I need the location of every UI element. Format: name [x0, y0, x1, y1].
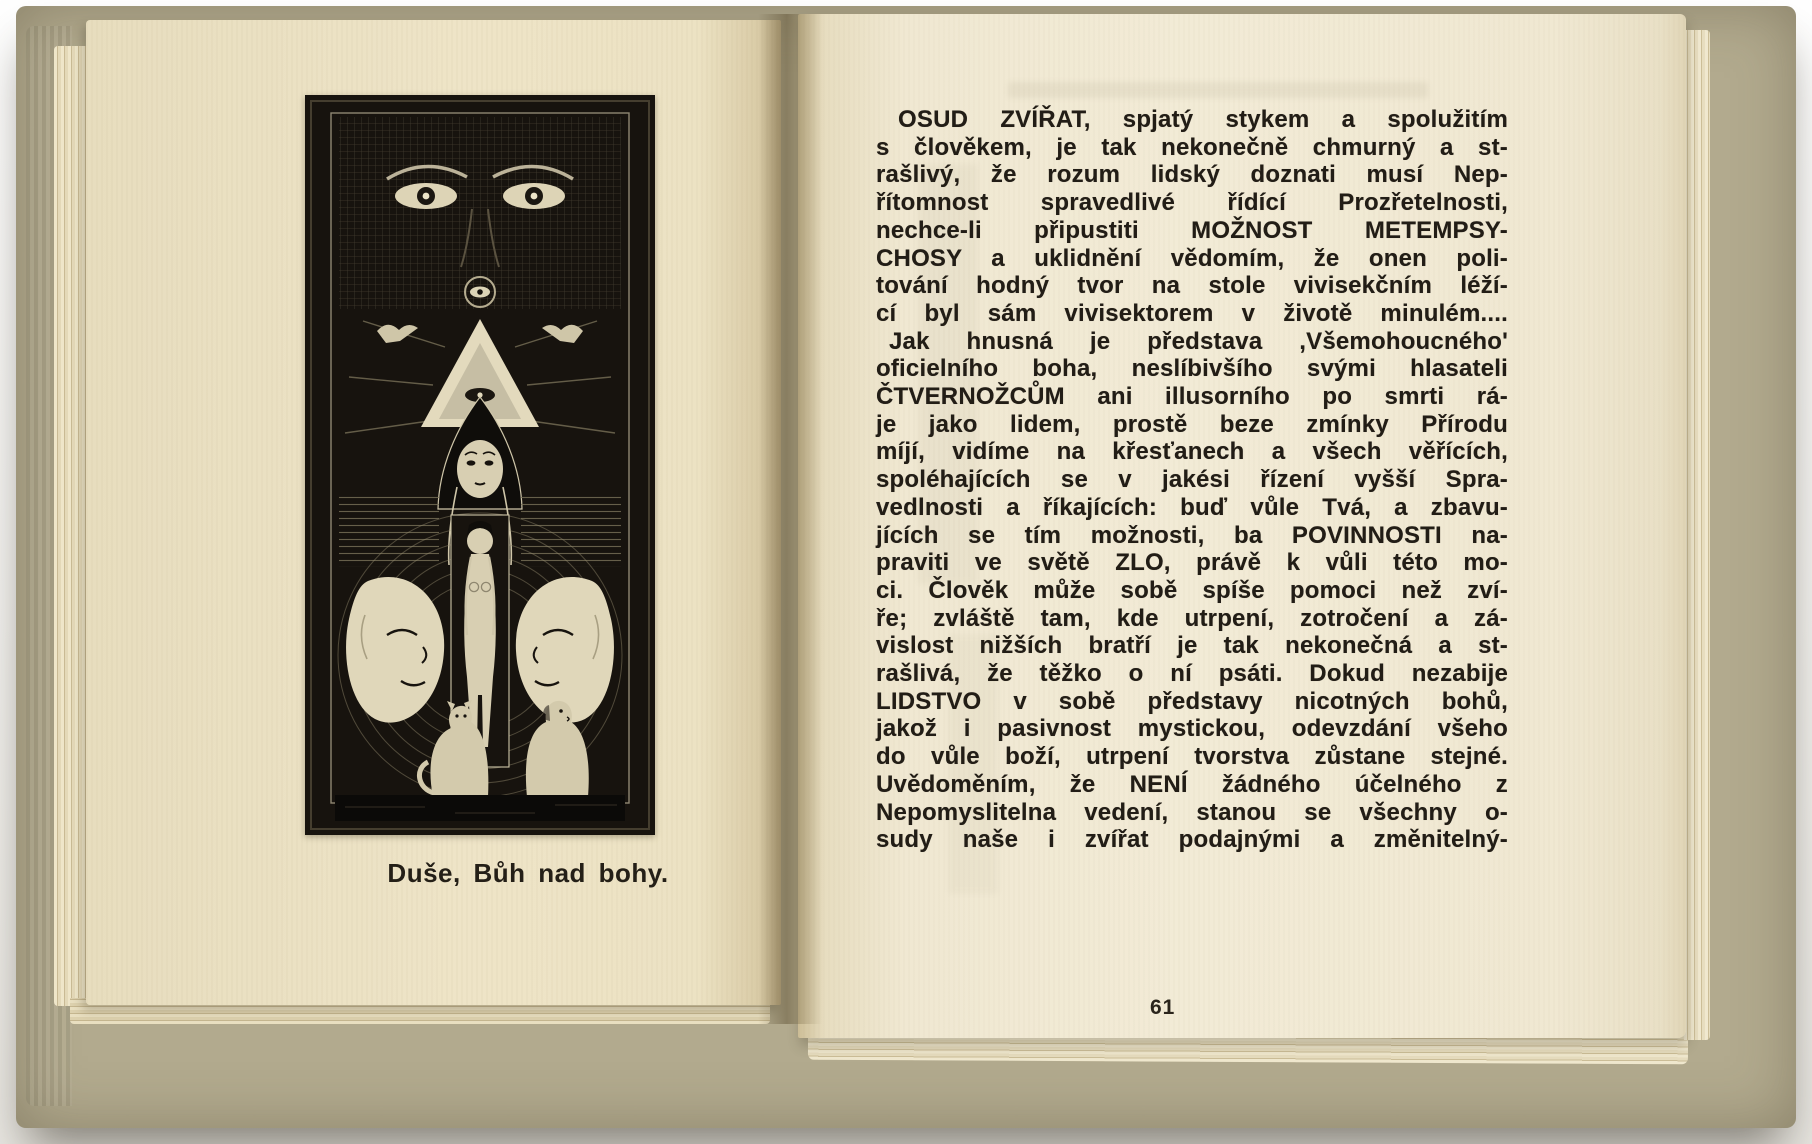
- page-number: 61: [1150, 996, 1176, 1019]
- text-line: LIDSTVO v sobě představy nicotných bohů,: [876, 687, 1508, 715]
- text-line: spoléhajících se v jakési řízení vyšší Spra-: [876, 466, 1508, 494]
- text-line: ČTVERNOŽCŮM ani illusorního po smrti rá-: [876, 383, 1508, 411]
- text-line: Uvědoměním, že NENÍ žádného účelného z: [876, 770, 1508, 798]
- text-line: vislost nižších bratří je tak nekonečná a st-: [876, 632, 1508, 660]
- text-line: do vůle boží, utrpení tvorstva zůstane stejné.: [876, 743, 1508, 771]
- page-edges-right: [1684, 30, 1710, 1040]
- body-text: [876, 106, 1508, 854]
- text-line: jakož i pasivnost mystickou, odevzdání všeho: [876, 715, 1508, 743]
- gutter-shadow: [758, 14, 822, 1024]
- woodcut-illustration: [305, 95, 655, 835]
- text-line: CHOSY a uklidnění vědomím, že onen poli-: [876, 244, 1508, 272]
- text-line: oficielního boha, neslíbivšího svými hlasateli: [876, 355, 1508, 383]
- text-line: ci. Člověk může sobě spíše pomoci než zví-: [876, 576, 1508, 604]
- text-line: je jako lidem, prostě beze zmínky Přírodu: [876, 410, 1508, 438]
- text-line: OSUD ZVÍŘAT, spjatý stykem a spolužitím: [898, 106, 1508, 133]
- text-line: řítomnost spravedlivé řídící Prozřetelnosti,: [876, 189, 1508, 217]
- text-line: praviti ve světě ZLO, právě k vůli této mo-: [876, 549, 1508, 577]
- text-line: míjí, vidíme na křesťanech a všech věřících,: [876, 438, 1508, 466]
- illustration-caption: Duše, Bůh nad bohy.: [387, 858, 669, 888]
- text-line: tování hodný tvor na stole vivisekčním léží-: [876, 272, 1508, 300]
- text-line: Nepomyslitelna vedení, stanou se všechny o-: [876, 798, 1508, 826]
- text-line: sudy naše i zvířat podajnými a změnitelný-: [876, 826, 1508, 854]
- text-line: ře; zvláště tam, kde utrpení, zotročení a zá-: [876, 604, 1508, 632]
- left-page: [86, 20, 781, 1005]
- text-line: rašlivý, že rozum lidský doznati musí Nep-: [876, 161, 1508, 189]
- text-line: s člověkem, je tak nekonečně chmurný a st-: [876, 133, 1508, 161]
- text-line: jících se tím možnosti, ba POVINNOSTI na-: [876, 521, 1508, 549]
- show-through-smudge: [1008, 82, 1428, 98]
- text-line: vedlnosti a říkajících: buď vůle Tvá, a zbavu-: [876, 493, 1508, 521]
- page-edges-left: [54, 46, 90, 1006]
- text-line: cí byl sám vivisektorem v životě minulém....: [876, 299, 1508, 327]
- text-line: Jak hnusná je představa ,Všemohoucného': [889, 327, 1508, 355]
- right-page: [798, 14, 1686, 1038]
- text-line: nechce-li připustiti MOŽNOST METEMPSY-: [876, 216, 1508, 244]
- text-line: rašlivá, že těžko o ní psáti. Dokud nezabije: [876, 660, 1508, 688]
